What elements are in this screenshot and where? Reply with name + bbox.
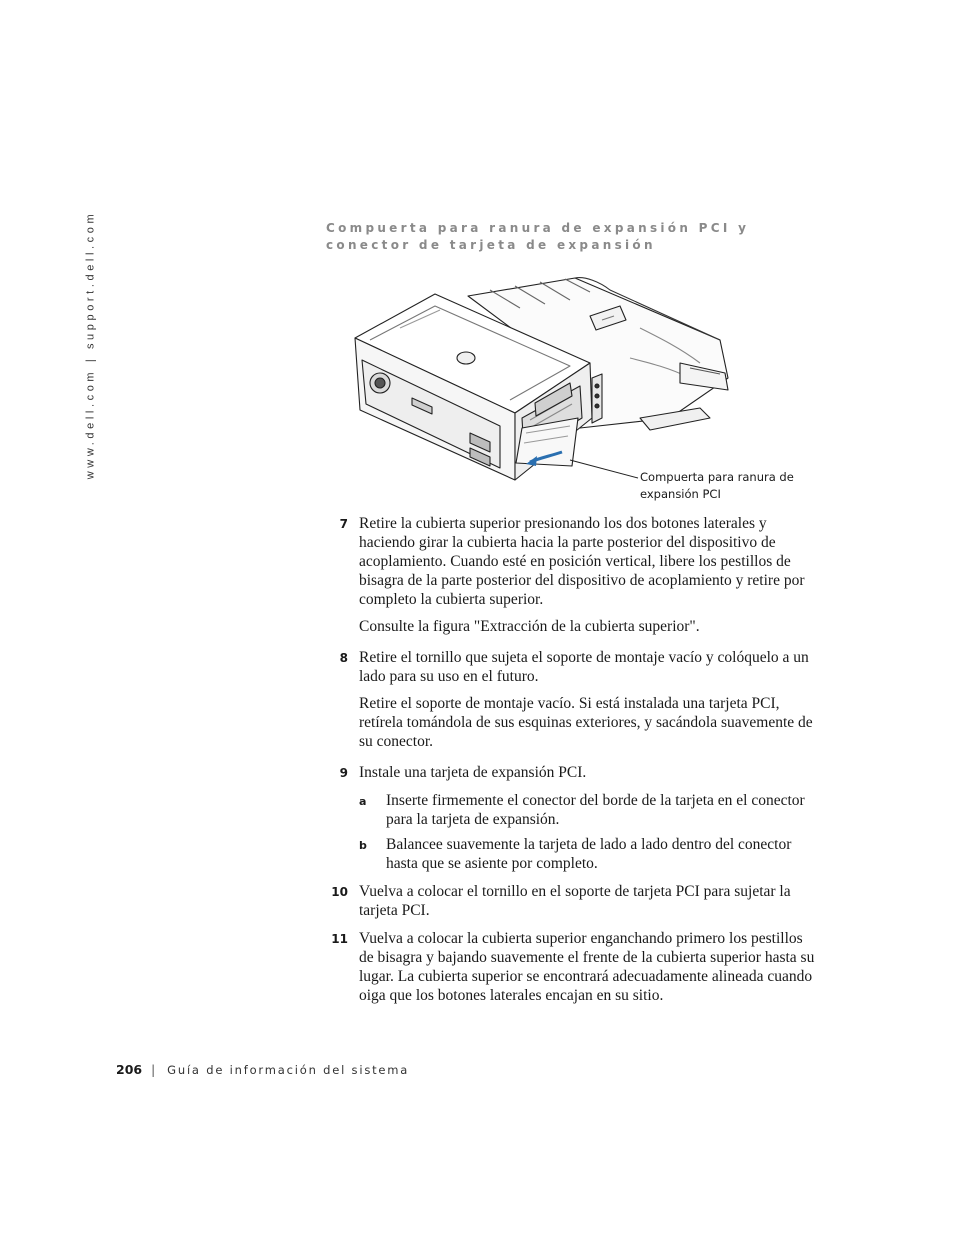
step-text: Retire el tornillo que sujeta el soporte de montaje vacío y colóquelo a un lado para su uso en el futuro.: [359, 649, 809, 685]
substep-text: Inserte firmemente el conector del borde de la tarjeta en el conector para la tarjeta de expansión.: [386, 792, 805, 828]
substep-letter: a: [359, 795, 367, 808]
substep-letter: b: [359, 839, 367, 852]
step-number: 11: [331, 932, 348, 946]
sidebar-url: [79, 210, 101, 479]
step-number: 9: [339, 766, 348, 780]
step-text: Instale una tarjeta de expansión PCI.: [359, 764, 587, 781]
step-number: 7: [339, 517, 348, 531]
step-number: 8: [339, 651, 348, 665]
substep-a: [359, 791, 815, 829]
step-text: Vuelva a colocar la cubierta superior enganchando primero los pestillos de bisagra y bajando suavemente el frente de la cubierta superior hasta su lugar. La cubierta superior se encontrará adecuadamente alineada cuando oiga que los botones laterales encajan en su sitio.: [359, 930, 815, 1004]
substep-b: [359, 835, 815, 873]
step-11: [326, 929, 816, 1005]
figure-callout: Compuerta para ranura de expansión PCI: [640, 470, 794, 501]
sidebar-url-text: www.dell.com | support.dell.com: [84, 210, 96, 479]
step-7-note: Consulte la figura "Extracción de la cubierta superior".: [359, 618, 700, 635]
step-10: [326, 882, 816, 920]
step-7: [326, 514, 816, 609]
step-8-note: Retire el soporte de montaje vacío. Si está instalada una tarjeta PCI, retírela tomándola de sus esquinas exteriores, y sacándola suavemente de su conector.: [359, 695, 813, 750]
footer-separator: |: [151, 1063, 156, 1077]
step-text: Vuelva a colocar el tornillo en el soporte de tarjeta PCI para sujetar la tarjeta PCI.: [359, 883, 791, 919]
step-8: [326, 648, 816, 686]
substep-text: Balancee suavemente la tarjeta de lado a lado dentro del conector hasta que se asiente por completo.: [386, 836, 792, 872]
figure-title: Compuerta para ranura de expansión PCI y conector de tarjeta de expansión: [326, 221, 750, 252]
step-number: 10: [331, 885, 348, 899]
page-footer: [116, 1061, 409, 1079]
step-text: Retire la cubierta superior presionando los dos botones laterales y haciendo girar la cubierta hacia la parte posterior del dispositivo de acoplamiento. Cuando esté en posición vertical, libere los pestillos de bisagra de la parte posterior del dispositivo de acoplamiento y retire por completo la cubierta superior.: [359, 515, 805, 608]
page-number: 206: [116, 1062, 143, 1077]
book-title: Guía de información del sistema: [167, 1063, 410, 1077]
step-9: [326, 763, 816, 782]
